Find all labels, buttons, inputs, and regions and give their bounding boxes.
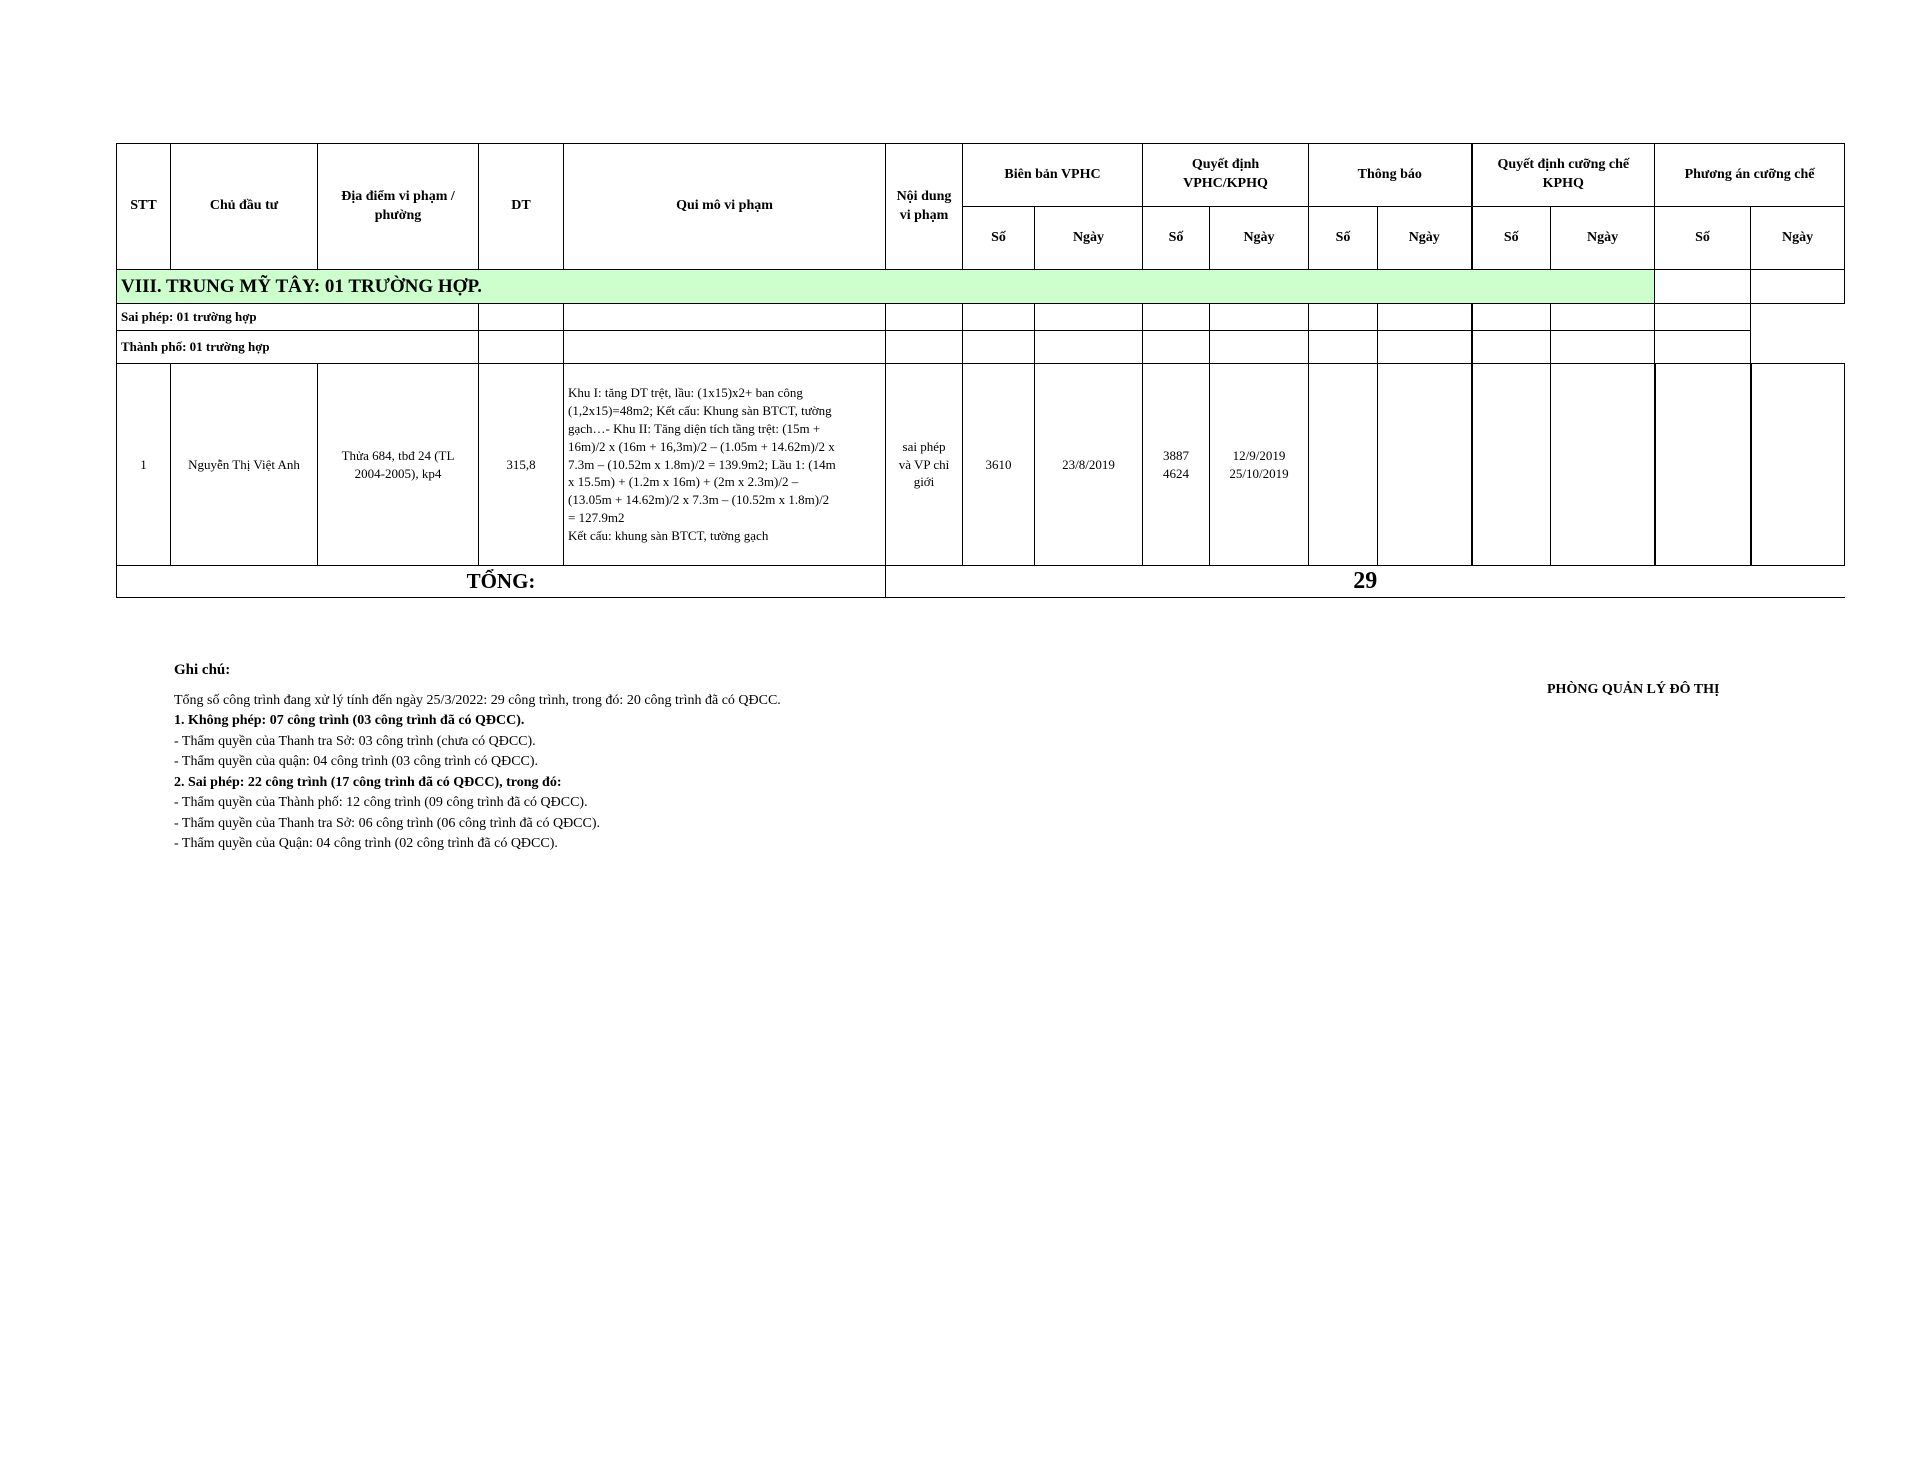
bienban-so-header: Số [963, 207, 1035, 270]
row-qdcc-so [1472, 364, 1551, 566]
section-row [117, 270, 1845, 304]
empty-cell [963, 331, 1035, 364]
empty-cell [1309, 331, 1378, 364]
row-location [318, 364, 479, 566]
col-content-header-line2: vi phạm [899, 207, 949, 223]
empty-cell [886, 331, 963, 364]
thongbao-so-header: Số [1309, 207, 1378, 270]
group-quyetdinh-line1: Quyết định [1191, 157, 1260, 173]
empty-cell [1309, 304, 1378, 331]
quyetdinh-ngay-header: Ngày [1210, 207, 1309, 270]
notes-line: 2. Sai phép: 22 công trình (17 công trình đã có QĐCC), trong đó: [174, 774, 562, 790]
empty-cell [1751, 270, 1845, 304]
group-quyetdinh-header [1143, 144, 1309, 207]
col-content-header [886, 144, 963, 270]
empty-cell [1378, 331, 1472, 364]
empty-cell [479, 331, 564, 364]
row-scope [564, 364, 886, 566]
notes-line: 1. Không phép: 07 công trình (03 công trình đã có QĐCC). [174, 713, 525, 728]
empty-cell [1210, 331, 1309, 364]
scope-line: = 127.9m2 [568, 510, 625, 526]
notes-line: - Thẩm quyền của Thanh tra Sở: 06 công trình (06 công trình đã có QĐCC). [174, 815, 601, 831]
phuongan-ngay-header: Ngày [1751, 207, 1845, 270]
notes-section [174, 660, 781, 855]
empty-cell [1035, 331, 1143, 364]
empty-cell [564, 304, 886, 331]
col-location-header [318, 144, 479, 270]
row-content-line1: sai phép [902, 439, 946, 455]
row-thongbao-so [1309, 364, 1378, 566]
group-qdcc-line1: Quyết định cưỡng chế [1497, 157, 1630, 173]
scope-line: x 15.5m) + (1.2m x 16m) + (2m x 2.3m)/2 – [568, 474, 799, 490]
scope-line: (1,2x15)=48m2; Kết cấu: Khung sàn BTCT, tường [568, 402, 832, 418]
row-thongbao-ngay [1378, 364, 1472, 566]
total-row [117, 566, 1845, 598]
violation-report-table [116, 143, 1845, 598]
empty-cell [886, 304, 963, 331]
notes-line: - Thẩm quyền của quận: 04 công trình (03 công trình có QĐCC). [174, 754, 539, 769]
subsection-row [117, 304, 1845, 331]
signature-department: PHÒNG QUẢN LÝ ĐÔ THỊ [1547, 682, 1720, 697]
row-location-line1: Thửa 684, tbđ 24 (TL [341, 447, 455, 463]
subsection-row [117, 331, 1845, 364]
scope-line: Kết cấu: khung sàn BTCT, tường gạch [568, 528, 769, 544]
empty-cell [1551, 331, 1655, 364]
scope-line: gạch…- Khu II: Tăng diện tích tầng trệt: (15m + [568, 420, 821, 436]
qd-ngay-1: 12/9/2019 [1232, 447, 1286, 463]
col-scope-header: Qui mô vi phạm [564, 144, 886, 270]
subsection-thanh-pho: Thành phố: 01 trường hợp [117, 331, 479, 364]
row-dt: 315,8 [479, 364, 564, 566]
empty-cell [1143, 304, 1210, 331]
empty-cell [963, 304, 1035, 331]
row-phuongan-ngay [1751, 364, 1845, 566]
notes-line: - Thẩm quyền của Thanh tra Sở: 03 công trình (chưa có QĐCC). [174, 733, 536, 749]
thongbao-ngay-header: Ngày [1378, 207, 1472, 270]
empty-cell [1210, 304, 1309, 331]
qd-so-1: 3887 [1163, 447, 1189, 463]
qd-ngay-2: 25/10/2019 [1229, 465, 1289, 481]
row-quyetdinh-ngay [1210, 364, 1309, 566]
empty-cell [564, 331, 886, 364]
row-bienban-ngay: 23/8/2019 [1035, 364, 1143, 566]
total-label: TỔNG: [117, 566, 886, 598]
row-phuongan-so [1655, 364, 1751, 566]
empty-cell [479, 304, 564, 331]
empty-cell [1035, 304, 1143, 331]
row-quyetdinh-so [1143, 364, 1210, 566]
row-content [886, 364, 963, 566]
group-quyetdinh-line2: VPHC/KPHQ [1183, 176, 1268, 191]
row-owner: Nguyễn Thị Việt Anh [171, 364, 318, 566]
col-stt-header: STT [117, 144, 171, 270]
table-row [117, 364, 1845, 566]
empty-cell [1378, 304, 1472, 331]
scope-line: (13.05m + 14.62m)/2 x 7.3m – (10.52m x 1.8m)/2 [568, 492, 830, 508]
empty-cell [1472, 304, 1551, 331]
empty-cell [1472, 331, 1551, 364]
col-owner-header: Chủ đầu tư [171, 144, 318, 270]
header-row-group [117, 144, 1845, 207]
notes-line: Tổng số công trình đang xử lý tính đến ngày 25/3/2022: 29 công trình, trong đó: 20 công trình đã có QĐCC. [174, 692, 781, 708]
notes-title: Ghi chú: [174, 662, 231, 678]
phuongan-so-header: Số [1655, 207, 1751, 270]
group-thongbao-header: Thông báo [1309, 144, 1472, 207]
row-content-line3: giới [913, 474, 935, 490]
empty-cell [1551, 304, 1655, 331]
scope-line: 16m)/2 x (16m + 16,3m)/2 – (1.05m + 14.62m)/2 x [568, 438, 835, 454]
group-bienban-header: Biên bản VPHC [963, 144, 1143, 207]
col-dt-header: DT [479, 144, 564, 270]
qd-so-2: 4624 [1163, 465, 1189, 481]
row-content-line2: và VP chỉ [898, 456, 950, 472]
row-qdcc-ngay [1551, 364, 1655, 566]
group-qdcc-header [1472, 144, 1655, 207]
empty-cell [1143, 331, 1210, 364]
col-content-header-line1: Nội dung [896, 188, 952, 204]
empty-cell [1655, 331, 1751, 364]
scope-line: Khu I: tăng DT trệt, lầu: (1x15)x2+ ban công [568, 384, 803, 400]
row-stt: 1 [117, 364, 171, 566]
section-title: VIII. TRUNG MỸ TÂY: 01 TRƯỜNG HỢP. [117, 270, 1655, 304]
notes-line: - Thẩm quyền của Thành phố: 12 công trình (09 công trình đã có QĐCC). [174, 795, 588, 810]
qdcc-ngay-header: Ngày [1551, 207, 1655, 270]
row-location-line2: 2004-2005), kp4 [354, 465, 442, 481]
subsection-sai-phep: Sai phép: 01 trường hợp [117, 304, 479, 331]
bienban-ngay-header: Ngày [1035, 207, 1143, 270]
quyetdinh-so-header: Số [1143, 207, 1210, 270]
empty-cell [1655, 304, 1751, 331]
scope-line: 7.3m – (10.52m x 1.8m)/2 = 139.9m2; Lầu 1: (14m [568, 456, 836, 472]
total-value: 29 [886, 566, 1845, 598]
qdcc-so-header: Số [1472, 207, 1551, 270]
col-location-header-line1: Địa điểm vi phạm / [341, 188, 455, 204]
empty-cell [1655, 270, 1751, 304]
notes-line: - Thẩm quyền của Quận: 04 công trình (02 công trình đã có QĐCC). [174, 836, 558, 851]
group-phuongan-header: Phương án cưỡng chế [1655, 144, 1845, 207]
row-bienban-so: 3610 [963, 364, 1035, 566]
group-qdcc-line2: KPHQ [1542, 176, 1584, 191]
col-location-header-line2: phường [374, 207, 422, 223]
